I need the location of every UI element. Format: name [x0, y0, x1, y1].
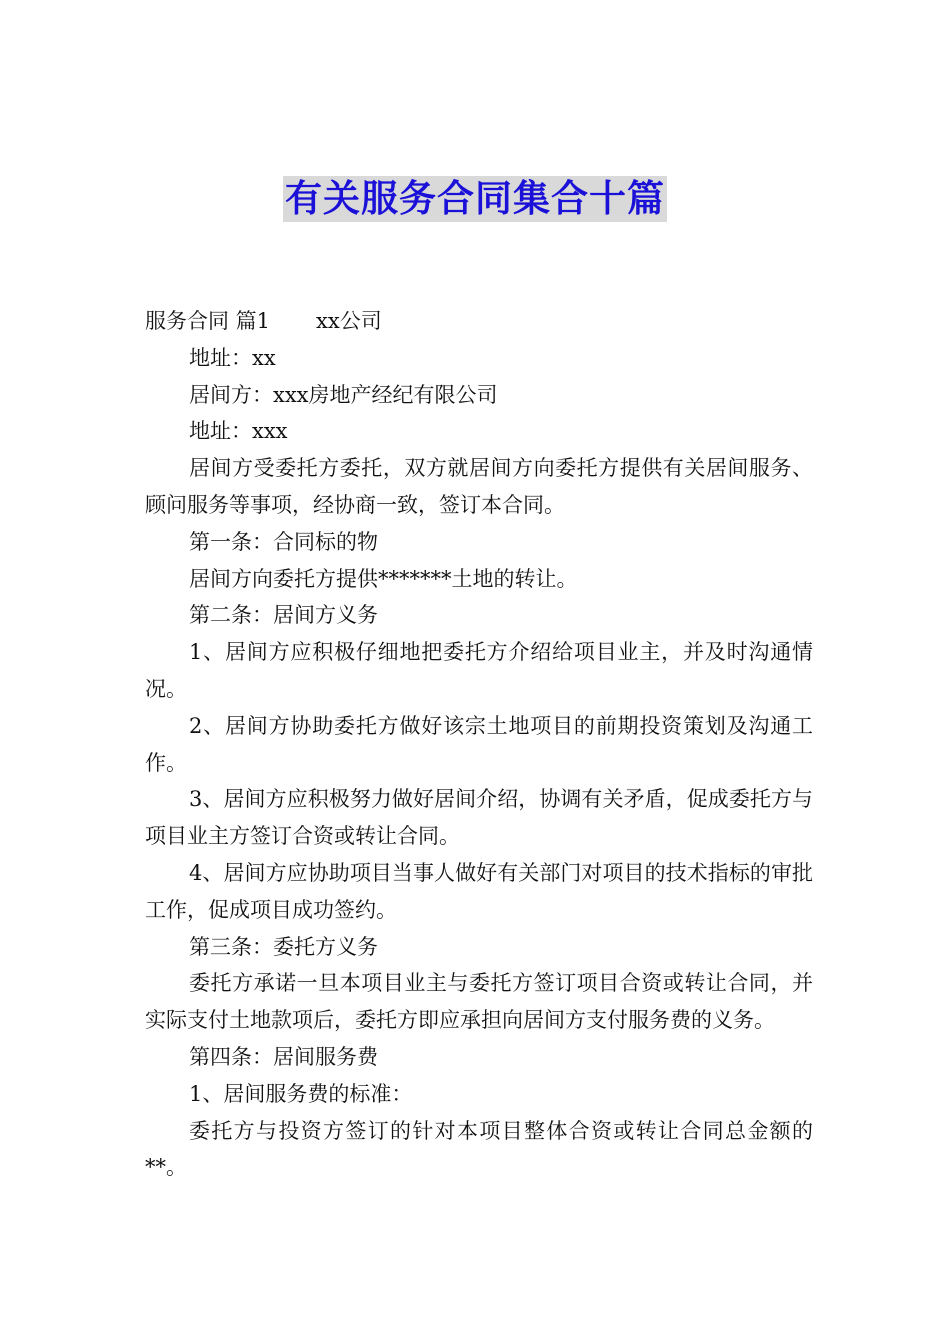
article-4-title: 第四条：居间服务费 [189, 1044, 378, 1069]
intro-paragraph: 居间方受委托方委托，双方就居间方向委托方提供有关居间服务、顾问服务等事项，经协商一致，签订本合同。 [145, 456, 813, 517]
article-2-item-4: 4、居间方应协助项目当事人做好有关部门对项目的技术指标的审批工作，促成项目成功签约。 [145, 860, 813, 922]
document-title: 有关服务合同集合十篇 [285, 177, 665, 220]
document-body [145, 303, 813, 1186]
article-3-text: 委托方承诺一旦本项目业主与委托方签订项目合资或转让合同，并实际支付土地款项后，委托方即应承担向居间方支付服务费的义务。 [145, 971, 813, 1033]
party-a-address: 地址：xx [189, 345, 276, 370]
article-2-title: 第二条：居间方义务 [189, 603, 378, 628]
agent-party: 居间方：xxx房地产经纪有限公司 [189, 382, 498, 407]
article-2-item-1: 1、居间方应积极仔细地把委托方介绍给项目业主，并及时沟通情况。 [145, 640, 813, 701]
article-4-item-1: 1、居间服务费的标准： [189, 1081, 413, 1106]
article-1-title: 第一条：合同标的物 [189, 529, 378, 554]
article-1-text: 居间方向委托方提供*******土地的转让。 [189, 566, 578, 591]
agent-address: 地址：xxx [189, 419, 288, 444]
contract-heading-label: 服务合同 篇1 [145, 309, 271, 333]
article-3-title: 第三条：委托方义务 [189, 934, 378, 959]
article-4-text: 委托方与投资方签订的针对本项目整体合资或转让合同总金额的**。 [145, 1118, 813, 1180]
article-2-item-3: 3、居间方应积极努力做好居间介绍，协调有关矛盾，促成委托方与项目业主方签订合资或转让合同。 [145, 787, 813, 849]
contract-heading [145, 303, 813, 340]
party-a-name: xx公司 [316, 309, 382, 333]
article-2-item-2: 2、居间方协助委托方做好该宗土地项目的前期投资策划及沟通工作。 [145, 713, 813, 775]
title-container [0, 176, 950, 222]
